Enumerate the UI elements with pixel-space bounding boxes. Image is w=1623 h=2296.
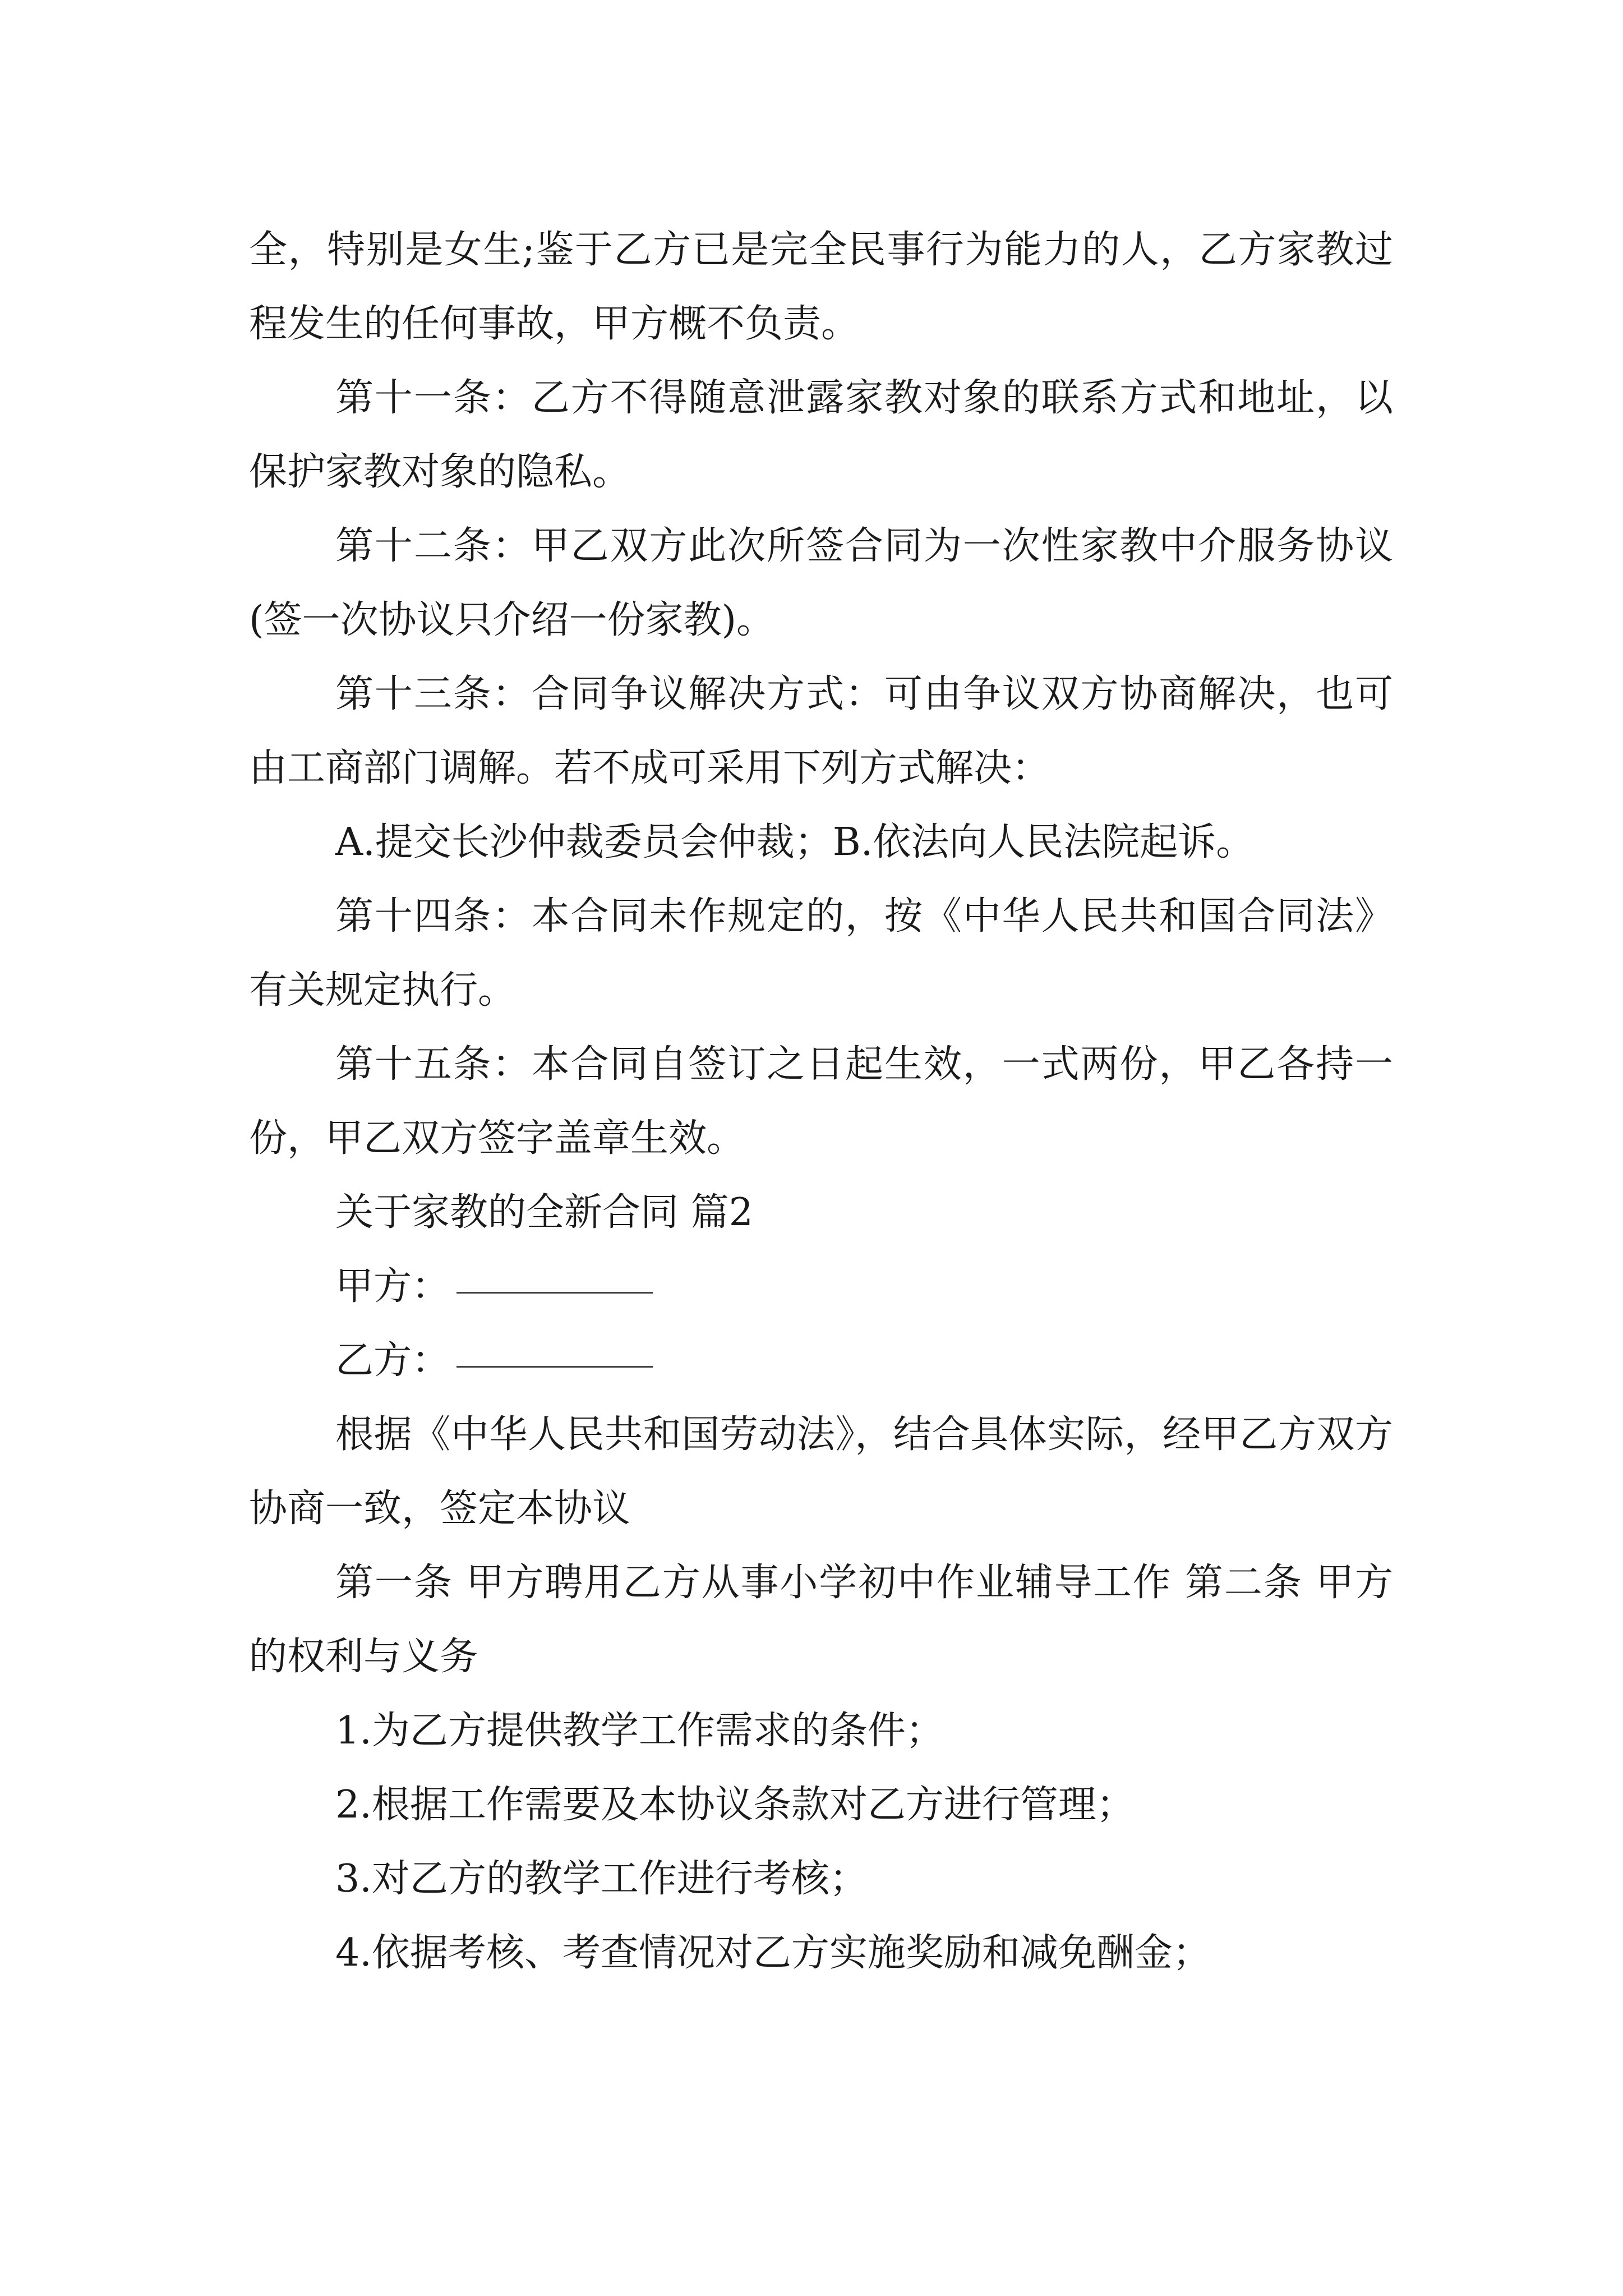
party-b-line: [249, 1324, 1393, 1398]
list-item-1: 1.为乙方提供教学工作需求的条件；: [335, 1709, 944, 1753]
party-b-blank: [457, 1365, 653, 1368]
party-a-line: [249, 1250, 1393, 1324]
party-b-label: 乙方：: [335, 1338, 450, 1383]
paragraph-article-12: 第十二条：甲乙双方此次所签合同为一次性家教中介服务协议(签一次协议只介绍一份家教)。: [249, 524, 1393, 642]
paragraph-preamble: 根据《中华人民共和国劳动法》，结合具体实际，经甲乙方双方协商一致，签定本协议: [249, 1412, 1393, 1531]
document-body: [249, 213, 1393, 1990]
party-a-label: 甲方：: [335, 1264, 450, 1309]
paragraph-group-top: [249, 213, 1393, 1250]
section-heading: 关于家教的全新合同 篇2: [335, 1190, 753, 1235]
paragraph-article-14: 第十四条：本合同未作规定的，按《中华人民共和国合同法》有关规定执行。: [249, 894, 1393, 1013]
list-item-3: 3.对乙方的教学工作进行考核；: [335, 1857, 868, 1901]
list-item-2: 2.根据工作需要及本协议条款对乙方进行管理；: [335, 1783, 1135, 1827]
party-a-blank: [457, 1291, 653, 1294]
paragraph-article-15: 第十五条：本合同自签订之日起生效，一式两份，甲乙各持一份，甲乙双方签字盖章生效。: [249, 1042, 1393, 1161]
paragraph-group-bottom: [249, 1398, 1393, 1990]
paragraph-article-1-2: 第一条 甲方聘用乙方从事小学初中作业辅导工作 第二条 甲方的权利与义务: [249, 1561, 1393, 1679]
list-item-4: 4.依据考核、考查情况对乙方实施奖励和减免酬金；: [335, 1931, 1211, 1975]
paragraph-dispute-options: A.提交长沙仲裁委员会仲裁；B.依法向人民法院起诉。: [335, 820, 1255, 864]
paragraph-article-11: 第十一条：乙方不得随意泄露家教对象的联系方式和地址，以保护家教对象的隐私。: [249, 376, 1393, 494]
paragraph-article-13: 第十三条：合同争议解决方式：可由争议双方协商解决，也可由工商部门调解。若不成可采用下列方式解决：: [249, 672, 1393, 790]
paragraph-continuation: 全，特别是女生;鉴于乙方已是完全民事行为能力的人，乙方家教过程发生的任何事故，甲方概不负责。: [249, 228, 1393, 346]
